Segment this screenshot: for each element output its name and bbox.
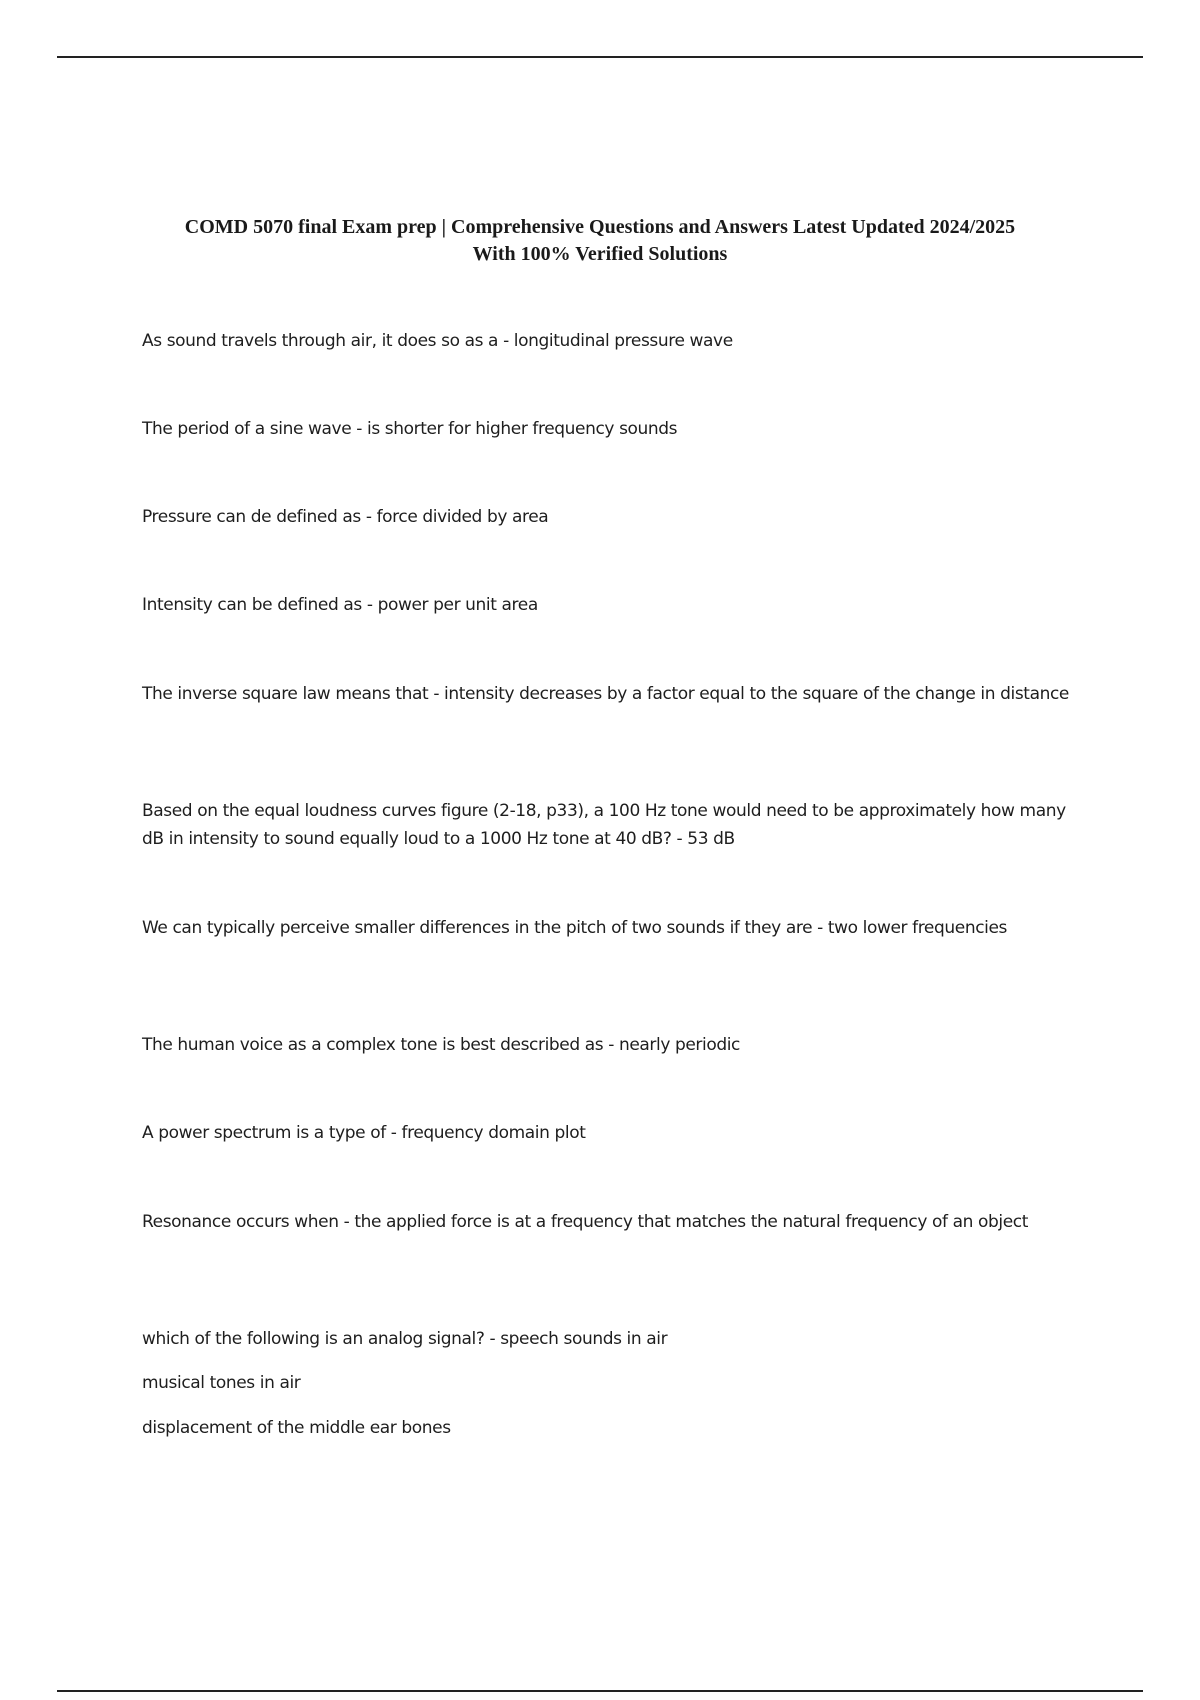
qa-item-10: Resonance occurs when - the applied force is at a frequency that matches the natural frequency of an object xyxy=(142,1212,1029,1232)
document-title xyxy=(100,214,1100,268)
qa-item-11: which of the following is an analog signal? - speech sounds in air xyxy=(142,1329,668,1349)
title-line-1: COMD 5070 final Exam prep | Comprehensive Questions and Answers Latest Updated 2024/2025 xyxy=(184,216,1016,238)
qa-item-5: The inverse square law means that - intensity decreases by a factor equal to the square of the change in distance xyxy=(142,684,1069,704)
qa-item-1: As sound travels through air, it does so as a - longitudinal pressure wave xyxy=(142,331,733,351)
qa-item-8: The human voice as a complex tone is best described as - nearly periodic xyxy=(142,1035,741,1055)
bottom-rule xyxy=(57,1690,1143,1692)
qa-item-3: Pressure can de defined as - force divided by area xyxy=(142,507,549,527)
qa-item-6: Based on the equal loudness curves figure (2-18, p33), a 100 Hz tone would need to be approximately how many dB in intensity to sound equally loud to a 1000 Hz tone at 40 dB? - 53 dB xyxy=(142,801,1066,849)
qa-item-4: Intensity can be defined as - power per unit area xyxy=(142,595,538,615)
qa-item-11-option-3: displacement of the middle ear bones xyxy=(142,1418,451,1438)
qa-item-7: We can typically perceive smaller differences in the pitch of two sounds if they are - two lower frequencies xyxy=(142,918,1007,938)
qa-item-2: The period of a sine wave - is shorter for higher frequency sounds xyxy=(142,419,678,439)
qa-item-9: A power spectrum is a type of - frequency domain plot xyxy=(142,1123,586,1143)
title-line-2: With 100% Verified Solutions xyxy=(472,243,728,265)
qa-item-11-option-2: musical tones in air xyxy=(142,1373,301,1393)
top-rule xyxy=(57,56,1143,58)
